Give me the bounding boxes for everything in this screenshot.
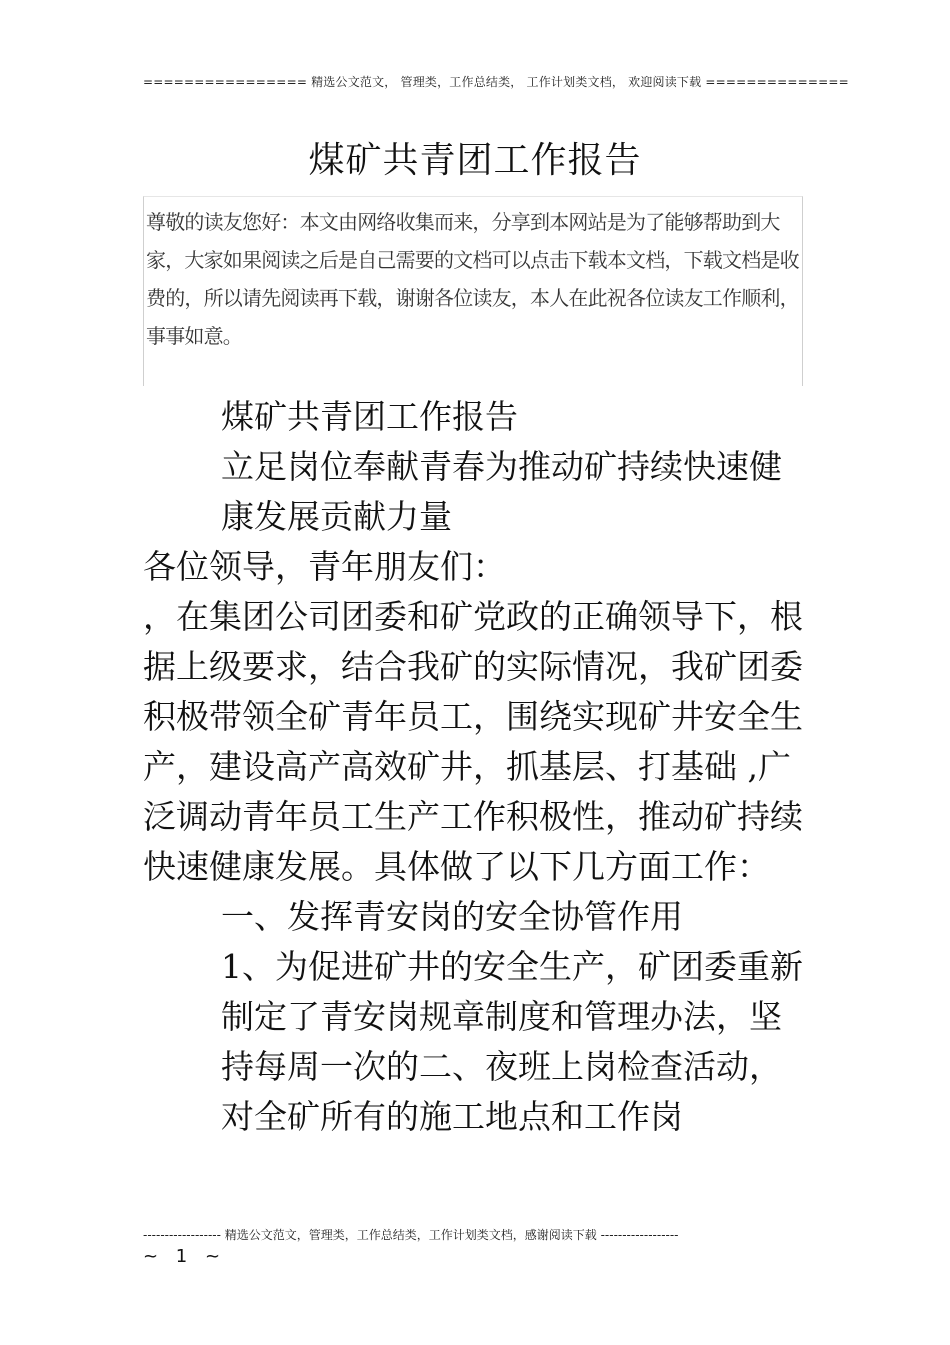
body-paragraph: 1、为促进矿井的安全生产，矿团委重新制定了青安岗规章制度和管理办法，坚持每周一次的二、夜班上岗检查活动，对全矿所有的施工地点和工作岗 [221, 947, 803, 1136]
reader-notice-box [143, 196, 803, 386]
page-number: ~ 1 ~ [143, 1246, 227, 1267]
body-paragraph: 立足岗位奉献青春为推动矿持续快速健康发展贡献力量 [221, 447, 782, 536]
body-paragraph: 煤矿共青团工作报告 [221, 397, 518, 436]
document-body [143, 392, 803, 1142]
page-header: ================ 精选公文范文， 管理类，工作总结类， 工作计划类文档， 欢迎阅读下载 ============== [143, 75, 849, 89]
body-paragraph: 一、发挥青安岗的安全协管作用 [221, 897, 683, 936]
page-footer: ------------------ 精选公文范文，管理类，工作总结类，工作计划类文档，感谢阅读下载 ------------------ [143, 1228, 679, 1242]
body-paragraph: ，在集团公司团委和矿党政的正确领导下，根据上级要求，结合我矿的实际情况，我矿团委积极带领全矿青年员工，围绕实现矿井安全生产，建设高产高效矿井，抓基层、打基础 ,广泛调动青年员工生产工作积极性，推动矿持续快速健康发展。具体做了以下几方面工作： [143, 597, 803, 886]
document-title: 煤矿共青团工作报告 [308, 140, 642, 181]
reader-notice-text: 尊敬的读友您好：本文由网络收集而来，分享到本网站是为了能够帮助到大家，大家如果阅读之后是自己需要的文档可以点击下载本文档，下载文档是收费的，所以请先阅读再下载，谢谢各位读友，本人在此祝各位读友工作顺利，事事如意。 [146, 210, 799, 348]
body-paragraph: 各位领导，青年朋友们： [143, 547, 506, 586]
